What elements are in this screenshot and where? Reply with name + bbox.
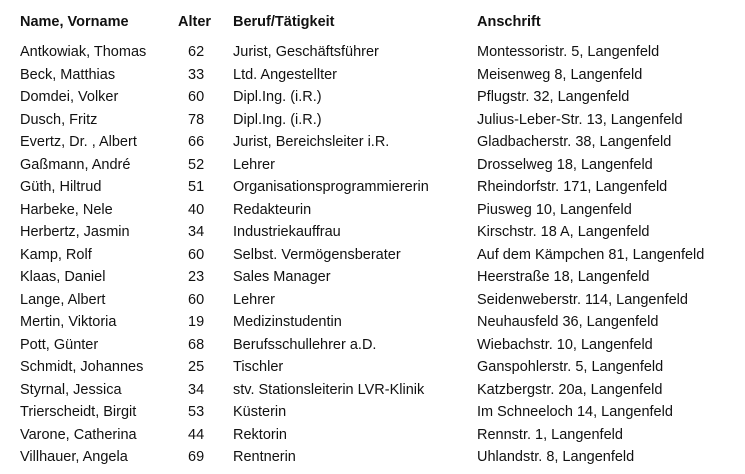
cell-address: Rheindorfstr. 171, Langenfeld (477, 179, 668, 196)
cell-age: 52 (188, 156, 205, 173)
cell-age: 68 (188, 336, 205, 353)
cell-job: Medizinstudentin (233, 314, 342, 331)
cell-address: Seidenweberstr. 114, Langenfeld (477, 291, 688, 308)
cell-address: Katzbergstr. 20a, Langenfeld (477, 381, 663, 398)
table-row (20, 176, 742, 199)
cell-job: Dipl.Ing. (i.R.) (233, 89, 322, 106)
cell-name: Evertz, Dr. , Albert (20, 134, 137, 151)
table-row (20, 311, 742, 334)
cell-job: Jurist, Geschäftsführer (233, 44, 379, 61)
cell-age: 78 (188, 111, 205, 128)
table-row (20, 379, 742, 402)
cell-job: Industriekauffrau (233, 224, 341, 241)
cell-name: Trierscheidt, Birgit (20, 404, 137, 421)
table-row (20, 266, 742, 289)
cell-address: Heerstraße 18, Langenfeld (477, 269, 650, 286)
cell-job: Lehrer (233, 156, 275, 173)
header-name: Name, Vorname (20, 14, 129, 30)
header-age: Alter (178, 14, 212, 30)
member-table (20, 9, 742, 469)
cell-name: Gaßmann, André (20, 156, 131, 173)
cell-job: Dipl.Ing. (i.R.) (233, 111, 322, 128)
cell-name: Antkowiak, Thomas (20, 44, 147, 61)
cell-age: 53 (188, 404, 205, 421)
cell-address: Wiebachstr. 10, Langenfeld (477, 336, 653, 353)
cell-job: Küsterin (233, 404, 287, 421)
cell-age: 66 (188, 134, 205, 151)
table-row (20, 221, 742, 244)
table-row (20, 64, 742, 87)
cell-age: 23 (188, 269, 205, 286)
cell-job: Organisationsprogrammiererin (233, 179, 429, 196)
table-row (20, 356, 742, 379)
cell-age: 40 (188, 201, 205, 218)
cell-job: Jurist, Bereichsleiter i.R. (233, 134, 390, 151)
cell-address: Uhlandstr. 8, Langenfeld (477, 449, 635, 466)
cell-age: 34 (188, 381, 205, 398)
header-address: Anschrift (477, 14, 541, 30)
cell-name: Styrnal, Jessica (20, 381, 122, 398)
cell-address: Gladbacherstr. 38, Langenfeld (477, 134, 672, 151)
cell-name: Villhauer, Angela (20, 449, 128, 466)
cell-age: 51 (188, 179, 205, 196)
cell-age: 60 (188, 246, 205, 263)
cell-address: Piusweg 10, Langenfeld (477, 201, 632, 218)
cell-age: 62 (188, 44, 205, 61)
table-row (20, 86, 742, 109)
cell-job: Tischler (233, 359, 284, 376)
table-row (20, 424, 742, 447)
cell-age: 60 (188, 89, 205, 106)
cell-job: Lehrer (233, 291, 275, 308)
table-row (20, 109, 742, 132)
cell-address: Ganspohlerstr. 5, Langenfeld (477, 359, 664, 376)
cell-name: Mertin, Viktoria (20, 314, 117, 331)
table-row (20, 154, 742, 177)
cell-job: stv. Stationsleiterin LVR-Klinik (233, 381, 425, 398)
cell-name: Pott, Günter (20, 336, 99, 353)
cell-address: Pflugstr. 32, Langenfeld (477, 89, 630, 106)
cell-job: Sales Manager (233, 269, 331, 286)
cell-address: Kirschstr. 18 A, Langenfeld (477, 224, 650, 241)
cell-age: 33 (188, 66, 205, 83)
cell-address: Julius-Leber-Str. 13, Langenfeld (477, 111, 683, 128)
cell-job: Rentnerin (233, 449, 296, 466)
cell-age: 69 (188, 449, 205, 466)
table-row (20, 41, 742, 64)
cell-job: Berufsschullehrer a.D. (233, 336, 377, 353)
cell-name: Klaas, Daniel (20, 269, 106, 286)
table-row (20, 334, 742, 357)
cell-job: Selbst. Vermögensberater (233, 246, 401, 263)
cell-name: Herbertz, Jasmin (20, 224, 130, 241)
table-row (20, 131, 742, 154)
cell-name: Güth, Hiltrud (20, 179, 102, 196)
cell-address: Im Schneeloch 14, Langenfeld (477, 404, 673, 421)
cell-address: Auf dem Kämpchen 81, Langenfeld (477, 246, 705, 263)
table-row (20, 244, 742, 267)
cell-address: Neuhausfeld 36, Langenfeld (477, 314, 659, 331)
cell-job: Redakteurin (233, 201, 312, 218)
cell-address: Montessoristr. 5, Langenfeld (477, 44, 660, 61)
cell-age: 60 (188, 291, 205, 308)
cell-age: 44 (188, 426, 205, 443)
cell-name: Beck, Matthias (20, 66, 116, 83)
table-row (20, 199, 742, 222)
cell-address: Rennstr. 1, Langenfeld (477, 426, 623, 443)
cell-job: Rektorin (233, 426, 287, 443)
table-row (20, 401, 742, 424)
cell-address: Meisenweg 8, Langenfeld (477, 66, 643, 83)
header-row (20, 9, 742, 41)
table-row (20, 446, 742, 469)
cell-job: Ltd. Angestellter (233, 66, 337, 83)
cell-name: Schmidt, Johannes (20, 359, 144, 376)
cell-name: Varone, Catherina (20, 426, 137, 443)
table-body (20, 41, 742, 469)
cell-age: 19 (188, 314, 205, 331)
cell-age: 34 (188, 224, 205, 241)
cell-address: Drosselweg 18, Langenfeld (477, 156, 653, 173)
cell-name: Kamp, Rolf (20, 246, 92, 263)
cell-name: Harbeke, Nele (20, 201, 113, 218)
cell-name: Domdei, Volker (20, 89, 119, 106)
table-header (20, 9, 742, 41)
header-job: Beruf/Tätigkeit (233, 14, 335, 30)
table-row (20, 289, 742, 312)
cell-name: Lange, Albert (20, 291, 106, 308)
cell-name: Dusch, Fritz (20, 111, 98, 128)
cell-age: 25 (188, 359, 205, 376)
